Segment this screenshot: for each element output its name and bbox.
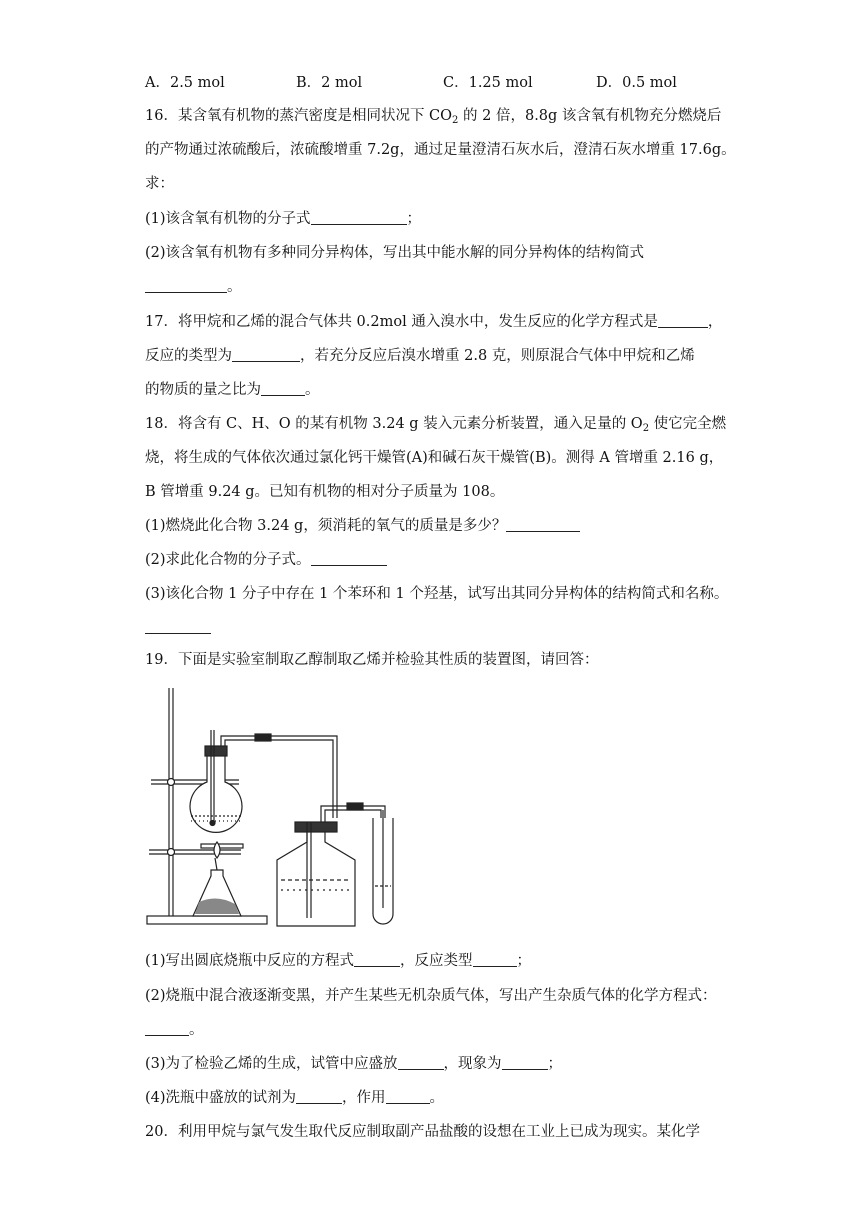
- q17-line3: 的物质的量之比为 。: [145, 382, 320, 398]
- q18-line1: 18．将含有 C、H、O 的某有机物 3.24 g 装入元素分析装置，通入足量的 $O_2$ 使它完全燃: [145, 416, 727, 434]
- q19-part1: (1)写出圆底烧瓶中反应的方程式 ，反应类型 ；: [145, 953, 532, 969]
- answer-blank[interactable]: [398, 1054, 444, 1070]
- answer-blank[interactable]: [311, 209, 407, 225]
- q18-part2: (2)求此化合物的分子式。: [145, 550, 387, 570]
- answer-blank[interactable]: [311, 550, 387, 566]
- q19-title: 19．下面是实验室制取乙醇制取乙烯并检验其性质的装置图，请回答：: [145, 652, 599, 668]
- answer-blank[interactable]: [145, 618, 211, 634]
- q19-part3: (3)为了检验乙烯的生成，试管中应盛放 ，现象为 ；: [145, 1056, 563, 1072]
- answer-blank[interactable]: [232, 346, 300, 362]
- q19-part4: (4)洗瓶中盛放的试剂为 ，作用 。: [145, 1090, 445, 1106]
- stopper: [295, 822, 337, 832]
- q17-line2: 反应的类型为 ，若充分反应后溴水增重 2.8 克，则原混合气体中甲烷和乙烯: [145, 348, 695, 364]
- clamp-knob: [168, 849, 175, 856]
- q18-line2: 烧，将生成的气体依次通过氯化钙干燥管(A)和碱石灰干燥管(B)。测得 A 管增重 2.16 g，: [145, 450, 724, 466]
- clamp-knob: [168, 779, 175, 786]
- answer-blank[interactable]: [658, 312, 708, 328]
- q16-line2: 的产物通过浓硫酸后，浓硫酸增重 7.2g，通过足量澄清石灰水后，澄清石灰水增重 17.6g。: [145, 142, 736, 158]
- q20-line1: 20．利用甲烷与氯气发生取代反应制取副产品盐酸的设想在工业上已成为现实。某化学: [145, 1124, 700, 1140]
- q18-part1: (1)燃烧此化合物 3.24 g，须消耗的氧气的质量是多少？: [145, 516, 580, 536]
- answer-blank[interactable]: [145, 277, 227, 293]
- q19-part2: (2)烧瓶中混合液逐渐变黑，并产生某些无机杂质气体，写出产生杂质气体的化学方程式：: [145, 988, 717, 1004]
- q16-line3: 求：: [145, 176, 174, 192]
- wire-gauze: [201, 844, 243, 848]
- stand-base: [147, 916, 267, 924]
- q16-part2-answer: 。: [145, 277, 242, 297]
- q18-part3: (3)该化合物 1 分子中存在 1 个苯环和 1 个羟基，试写出其同分异构体的结构简式和名称。: [145, 586, 729, 602]
- answer-blank[interactable]: [296, 1088, 342, 1104]
- option-a: A．2.5 mol: [145, 75, 225, 91]
- answer-blank[interactable]: [354, 951, 400, 967]
- q19-part2-answer: 。: [145, 1020, 204, 1040]
- answer-blank[interactable]: [473, 951, 517, 967]
- q16-part2: (2)该含氧有机物有多种同分异构体，写出其中能水解的同分异构体的结构简式: [145, 245, 645, 261]
- q18-line3: B 管增重 9.24 g。已知有机物的相对分子质量为 108。: [145, 484, 505, 500]
- answer-blank[interactable]: [502, 1054, 548, 1070]
- q17-line1: 17．将甲烷和乙烯的混合气体共 0.2mol 通入溴水中，发生反应的化学方程式是 ，: [145, 314, 723, 330]
- q16-line1: 16．某含氧有机物的蒸汽密度是相同状况下 $CO_2$ 的 2 倍，8.8g 该含氧有机物充分燃烧后: [145, 108, 722, 126]
- option-d: D．0.5 mol: [596, 75, 677, 91]
- answer-blank[interactable]: [261, 380, 305, 396]
- apparatus-diagram: [145, 680, 425, 940]
- answer-blank[interactable]: [145, 1020, 189, 1036]
- answer-blank[interactable]: [506, 516, 580, 532]
- q18-part3-answer: [145, 618, 211, 638]
- option-b: B．2 mol: [296, 75, 363, 91]
- q16-part1: (1)该含氧有机物的分子式 ；: [145, 211, 422, 227]
- option-c: C．1.25 mol: [443, 75, 533, 91]
- wash-bottle: [277, 830, 355, 926]
- stopper: [205, 746, 227, 756]
- answer-blank[interactable]: [386, 1088, 430, 1104]
